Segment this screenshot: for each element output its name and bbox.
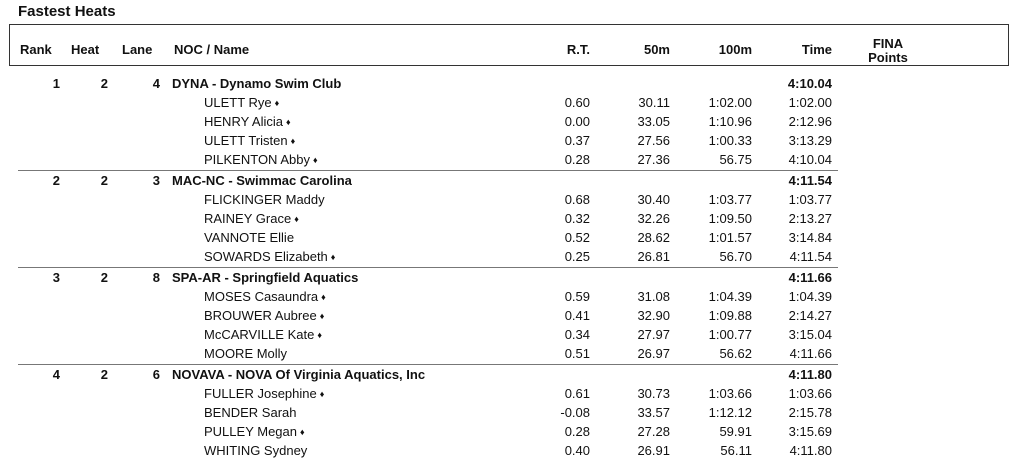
split-100: 1:04.39 <box>708 289 752 304</box>
header-fina-points-line2: Points <box>868 50 908 65</box>
reaction-time: 0.28 <box>564 424 590 439</box>
reaction-time: 0.60 <box>564 95 590 110</box>
split-50: 31.08 <box>637 289 670 304</box>
header-heat: Heat <box>71 42 100 57</box>
diamond-marker-icon: ♦ <box>330 252 336 262</box>
swimmer-name-cell <box>204 422 305 443</box>
reaction-time: 0.41 <box>564 308 590 323</box>
split-50: 27.28 <box>637 424 670 439</box>
header-reaction-time: R.T. <box>566 42 590 57</box>
reaction-time: 0.34 <box>564 327 590 342</box>
swimmer-name: MOSES Casaundra <box>204 289 319 304</box>
reaction-time: 0.25 <box>564 249 590 264</box>
reaction-time: 0.52 <box>564 230 590 245</box>
team-row <box>0 74 1024 93</box>
swimmer-name: FLICKINGER Maddy <box>204 192 325 207</box>
swimmer-row <box>0 228 1024 247</box>
swimmer-name-cell <box>204 384 324 405</box>
diamond-marker-icon: ♦ <box>319 311 325 321</box>
cumulative-time: 1:03.66 <box>788 386 832 401</box>
split-100: 56.70 <box>719 249 752 264</box>
team-heat: 2 <box>100 76 108 91</box>
split-50: 30.11 <box>638 95 670 110</box>
reaction-time: -0.08 <box>560 405 590 420</box>
split-100: 1:03.66 <box>708 386 752 401</box>
cumulative-time: 3:13.29 <box>788 133 832 148</box>
split-50: 32.26 <box>637 211 670 226</box>
team-row <box>0 268 1024 287</box>
cumulative-time: 4:11.66 <box>789 346 832 361</box>
swimmer-name: BROUWER Aubree <box>204 308 317 323</box>
split-50: 28.62 <box>637 230 670 245</box>
swimmer-name: PULLEY Megan <box>204 424 297 439</box>
diamond-marker-icon: ♦ <box>321 292 326 302</box>
swimmer-row <box>0 209 1024 228</box>
swimmer-name-cell <box>204 247 335 268</box>
swimmer-name-cell <box>204 287 326 308</box>
team-lane: 3 <box>152 173 160 188</box>
swimmer-name: ULETT Tristen <box>204 133 288 148</box>
split-100: 1:09.50 <box>708 211 752 226</box>
team-heat: 2 <box>100 173 108 188</box>
diamond-marker-icon: ♦ <box>312 155 318 165</box>
team-row <box>0 171 1024 190</box>
team-time: 4:10.04 <box>787 76 832 91</box>
team-heat: 2 <box>100 367 108 382</box>
swimmer-name-cell <box>204 112 291 133</box>
reaction-time: 0.59 <box>564 289 590 304</box>
cumulative-time: 3:15.04 <box>788 327 832 342</box>
swimmer-name: WHITING Sydney <box>204 443 308 458</box>
cumulative-time: 1:02.00 <box>788 95 832 110</box>
swimmer-name: FULLER Josephine <box>204 386 317 401</box>
swimmer-name: HENRY Alicia <box>204 114 283 129</box>
cumulative-time: 2:15.78 <box>788 405 832 420</box>
header-split-50: 50m <box>643 42 670 57</box>
cumulative-time: 3:14.84 <box>788 230 832 245</box>
team-lane: 8 <box>152 270 160 285</box>
cumulative-time: 2:12.96 <box>788 114 832 129</box>
swimmer-name-cell <box>204 228 294 247</box>
split-50: 30.73 <box>637 386 670 401</box>
team-rank: 1 <box>52 76 60 91</box>
split-100: 1:09.88 <box>708 308 752 323</box>
team-name: NOVAVA - NOVA Of Virginia Aquatics, Inc <box>172 367 426 382</box>
team-name: MAC-NC - Swimmac Carolina <box>172 173 352 188</box>
diamond-marker-icon: ♦ <box>317 330 322 340</box>
split-100: 56.75 <box>719 152 752 167</box>
swimmer-name-cell <box>204 441 307 460</box>
swimmer-name-cell <box>204 403 296 422</box>
swimmer-name-cell <box>204 325 322 346</box>
reaction-time: 0.40 <box>564 443 590 458</box>
split-50: 26.91 <box>637 443 670 458</box>
team-row <box>0 365 1024 384</box>
swimmer-row <box>0 344 1024 363</box>
swimmer-row <box>0 403 1024 422</box>
reaction-time: 0.32 <box>564 211 590 226</box>
diamond-marker-icon: ♦ <box>286 117 291 127</box>
team-name: SPA-AR - Springfield Aquatics <box>172 270 359 285</box>
header-time: Time <box>801 42 832 57</box>
split-50: 32.90 <box>637 308 670 323</box>
swimmer-name-cell <box>204 306 324 327</box>
split-100: 1:12.12 <box>708 405 752 420</box>
swimmer-name-cell <box>204 150 318 171</box>
swimmer-row <box>0 306 1024 325</box>
split-100: 1:02.00 <box>708 95 752 110</box>
swimmer-row <box>0 93 1024 112</box>
swimmer-name: VANNOTE Ellie <box>204 230 295 245</box>
swimmer-row <box>0 112 1024 131</box>
reaction-time: 0.28 <box>564 152 590 167</box>
swimmer-name-cell <box>204 93 279 114</box>
swimmer-row <box>0 287 1024 306</box>
reaction-time: 0.00 <box>564 114 590 129</box>
header-lane: Lane <box>122 42 153 57</box>
split-50: 33.57 <box>637 405 670 420</box>
split-50: 30.40 <box>637 192 670 207</box>
team-time: 4:11.54 <box>788 173 832 188</box>
diamond-marker-icon: ♦ <box>274 98 280 108</box>
reaction-time: 0.51 <box>564 346 590 361</box>
diamond-marker-icon: ♦ <box>300 427 305 437</box>
team-name: DYNA - Dynamo Swim Club <box>172 76 342 91</box>
page-title: Fastest Heats <box>18 3 116 20</box>
cumulative-time: 4:10.04 <box>788 152 832 167</box>
swimmer-name: ULETT Rye <box>204 95 272 110</box>
split-50: 27.36 <box>637 152 670 167</box>
split-100: 1:00.77 <box>708 327 752 342</box>
diamond-marker-icon: ♦ <box>290 136 296 146</box>
split-50: 27.97 <box>637 327 670 342</box>
team-rank: 3 <box>52 270 60 285</box>
swimmer-row <box>0 150 1024 169</box>
split-50: 27.56 <box>637 133 670 148</box>
split-100: 1:01.57 <box>708 230 752 245</box>
swimmer-name-cell <box>204 344 287 363</box>
team-time: 4:11.66 <box>788 270 832 285</box>
cumulative-time: 4:11.80 <box>789 443 832 458</box>
team-lane: 6 <box>152 367 160 382</box>
diamond-marker-icon: ♦ <box>319 389 325 399</box>
cumulative-time: 2:13.27 <box>788 211 832 226</box>
split-100: 56.62 <box>719 346 752 361</box>
swimmer-row <box>0 441 1024 460</box>
swimmer-name: McCARVILLE Kate <box>204 327 315 342</box>
swimmer-name-cell <box>204 209 299 230</box>
cumulative-time: 2:14.27 <box>788 308 832 323</box>
swimmer-name: PILKENTON Abby <box>204 152 310 167</box>
swimmer-name: MOORE Molly <box>204 346 288 361</box>
swimmer-name: RAINEY Grace <box>204 211 292 226</box>
team-lane: 4 <box>152 76 160 91</box>
header-fina-points <box>860 37 916 65</box>
swimmer-row <box>0 190 1024 209</box>
cumulative-time: 4:11.54 <box>789 249 832 264</box>
header-rank: Rank <box>20 42 52 57</box>
reaction-time: 0.37 <box>564 133 590 148</box>
header-split-100: 100m <box>718 42 752 57</box>
cumulative-time: 1:04.39 <box>788 289 832 304</box>
swimmer-row <box>0 422 1024 441</box>
split-50: 26.97 <box>637 346 670 361</box>
swimmer-row <box>0 131 1024 150</box>
reaction-time: 0.61 <box>564 386 590 401</box>
split-100: 1:03.77 <box>708 192 752 207</box>
reaction-time: 0.68 <box>564 192 590 207</box>
swimmer-name: BENDER Sarah <box>204 405 297 420</box>
swimmer-row <box>0 384 1024 403</box>
split-100: 56.11 <box>720 443 752 458</box>
split-100: 1:00.33 <box>708 133 752 148</box>
split-50: 33.05 <box>637 114 670 129</box>
header-name: NOC / Name <box>174 42 250 57</box>
swimmer-name: SOWARDS Elizabeth <box>204 249 328 264</box>
split-100: 1:10.96 <box>708 114 752 129</box>
swimmer-row <box>0 247 1024 266</box>
swimmer-row <box>0 325 1024 344</box>
swimmer-name-cell <box>204 131 295 152</box>
swimmer-name-cell <box>204 190 325 209</box>
split-100: 59.91 <box>719 424 752 439</box>
team-time: 4:11.80 <box>788 367 832 382</box>
team-rank: 4 <box>52 367 60 382</box>
split-50: 26.81 <box>637 249 670 264</box>
diamond-marker-icon: ♦ <box>294 214 299 224</box>
header-fina-points-line1: FINA <box>872 36 904 51</box>
cumulative-time: 3:15.69 <box>788 424 832 439</box>
table-header <box>9 24 1009 66</box>
team-heat: 2 <box>100 270 108 285</box>
cumulative-time: 1:03.77 <box>788 192 832 207</box>
team-rank: 2 <box>52 173 60 188</box>
